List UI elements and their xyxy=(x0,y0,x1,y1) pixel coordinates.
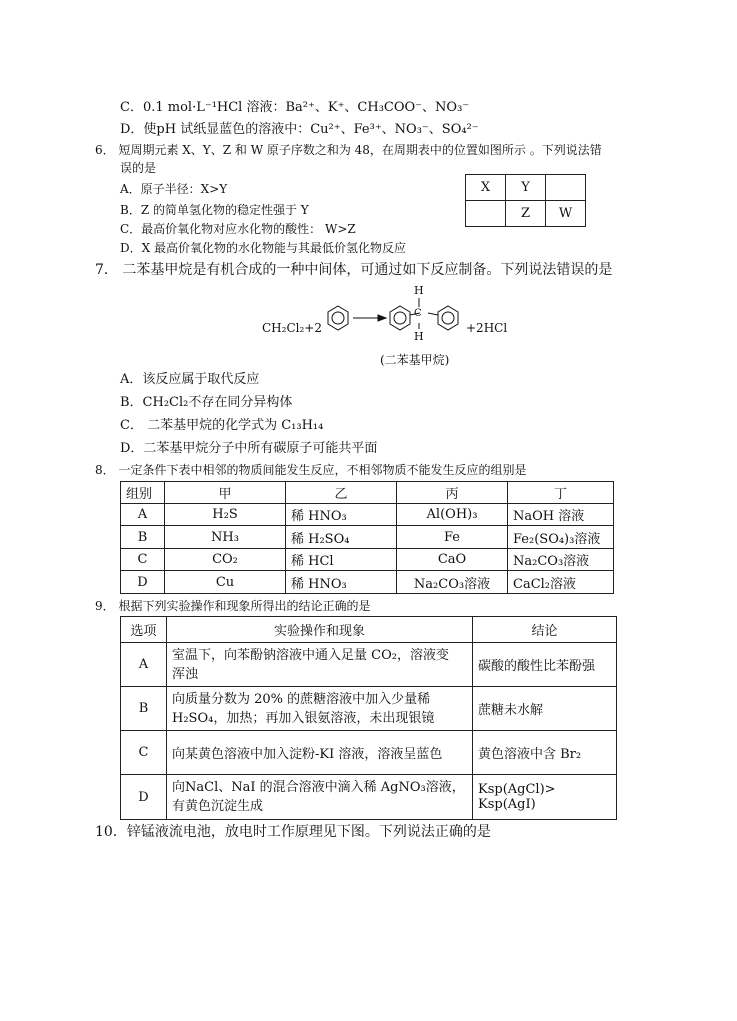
q8-cell: 稀 HNO₃ xyxy=(286,504,397,526)
reaction-h-bot: H xyxy=(414,330,424,343)
q6-stem: 6． 短周期元素 X、Y、Z 和 W 原子序数之和为 48，在周期表中的位置如图所示 。下列说法错 xyxy=(95,143,602,157)
q9-operation-line: H₂SO₄，加热；再加入银氨溶液，未出现银镜 xyxy=(172,710,435,726)
q6-option-c: C．最高价氧化物对应水化物的酸性： W>Z xyxy=(120,222,356,236)
q8-cell: NH₃ xyxy=(165,526,286,549)
q8-cell: Cu xyxy=(165,571,286,594)
pt-cell: W xyxy=(546,201,586,227)
q6-option-a: A．原子半径：X>Y xyxy=(120,182,228,196)
q9-cell-conclusion: 黄色溶液中含 Br₂ xyxy=(473,731,617,775)
q5-option-d: D．使pH 试纸显蓝色的溶液中：Cu²⁺、Fe³⁺、NO₃⁻、SO₄²⁻ xyxy=(120,122,479,137)
q7-option-a: A．该反应属于取代反应 xyxy=(120,372,260,387)
q8-cell: D xyxy=(121,571,165,594)
q8-cell: H₂S xyxy=(165,504,286,526)
q6-option-b: B．Z 的简单氢化物的稳定性强于 Y xyxy=(120,203,309,217)
reaction-h-top: H xyxy=(414,284,424,297)
q9-header-cell: 实验操作和现象 xyxy=(167,617,473,643)
q9-operation-line: 向NaCl、NaI 的混合溶液中滴入稀 AgNO₃溶液， xyxy=(172,780,465,795)
q9-cell-option: C xyxy=(121,731,167,775)
q9-cell-option: A xyxy=(121,643,167,687)
q5-option-c: C．0.1 mol·L⁻¹HCl 溶液：Ba²⁺、K⁺、CH₃COO⁻、NO₃⁻ xyxy=(120,100,470,115)
q9-header-cell: 结论 xyxy=(473,617,617,643)
q9-operation-line: 有黄色沉淀生成 xyxy=(172,799,264,814)
benzene-ring-icon xyxy=(390,306,410,330)
pt-cell: Z xyxy=(506,201,546,227)
q9-cell-operation xyxy=(167,687,473,731)
benzene-ring-icon xyxy=(438,306,458,330)
q6-option-d: D．X 最高价氧化物的水化物能与其最低价氢化物反应 xyxy=(120,241,406,255)
q7-option-b: B．CH₂Cl₂不存在同分异构体 xyxy=(120,395,293,410)
benzene-ring-icon xyxy=(328,306,348,330)
q8-cell: Fe xyxy=(397,526,508,549)
q8-table xyxy=(120,481,614,594)
q9-cell-conclusion: 碳酸的酸性比苯酚强 xyxy=(473,643,617,687)
q9-cell-conclusion: 蔗糖未水解 xyxy=(473,687,617,731)
reaction-left: CH₂Cl₂+2 xyxy=(262,321,322,335)
q8-cell: C xyxy=(121,549,165,571)
q8-header-cell: 甲 xyxy=(165,482,286,504)
pt-cell xyxy=(546,175,586,201)
q8-cell: A xyxy=(121,504,165,526)
q8-cell: NaOH 溶液 xyxy=(508,504,614,526)
q8-cell: CO₂ xyxy=(165,549,286,571)
q7-option-d: D．二苯基甲烷分子中所有碳原子可能共平面 xyxy=(120,441,378,456)
reaction-scheme-graphic xyxy=(320,295,470,345)
q8-cell: B xyxy=(121,526,165,549)
q8-cell: Na₂CO₃溶液 xyxy=(397,571,508,594)
q8-cell: 稀 H₂SO₄ xyxy=(286,526,397,549)
reaction-caption: (二苯基甲烷) xyxy=(380,353,450,367)
q8-cell: Na₂CO₃溶液 xyxy=(508,549,614,571)
reaction-right: +2HCl xyxy=(466,321,508,335)
q9-table xyxy=(120,616,617,820)
q8-header-cell: 丙 xyxy=(397,482,508,504)
pt-cell: Y xyxy=(506,175,546,201)
q9-cell-operation xyxy=(167,775,473,820)
q8-cell: 稀 HNO₃ xyxy=(286,571,397,594)
q8-header-cell: 乙 xyxy=(286,482,397,504)
q9-header-cell: 选项 xyxy=(121,617,167,643)
q8-cell: Al(OH)₃ xyxy=(397,504,508,526)
pt-cell: X xyxy=(466,175,506,201)
q9-stem: 9． 根据下列实验操作和现象所得出的结论正确的是 xyxy=(95,599,371,613)
q7-stem: 7． 二苯基甲烷是有机合成的一种中间体，可通过如下反应制备。下列说法错误的是 xyxy=(95,262,613,278)
q7-option-c: C． 二苯基甲烷的化学式为 C₁₃H₁₄ xyxy=(120,418,324,433)
q8-cell: CaCl₂溶液 xyxy=(508,571,614,594)
q9-cell-operation xyxy=(167,643,473,687)
q8-header-cell: 丁 xyxy=(508,482,614,504)
q10-stem: 10．锌锰液流电池，放电时工作原理见下图。下列说法正确的是 xyxy=(95,824,491,840)
q8-cell: CaO xyxy=(397,549,508,571)
q9-cell-conclusion: Ksp(AgCl)> Ksp(AgI) xyxy=(473,775,617,820)
q9-cell-option: D xyxy=(121,775,167,820)
reaction-c: C xyxy=(414,308,422,319)
pt-cell xyxy=(466,201,506,227)
periodic-table-fragment xyxy=(465,174,586,227)
q6-stem-cont: 误的是 xyxy=(120,161,157,175)
q8-stem: 8． 一定条件下表中相邻的物质间能发生反应，不相邻物质不能发生反应的组别是 xyxy=(95,463,527,477)
q9-cell-operation: 向某黄色溶液中加入淀粉-KI 溶液，溶液呈蓝色 xyxy=(167,731,473,775)
q9-cell-option: B xyxy=(121,687,167,731)
q8-cell: Fe₂(SO₄)₃溶液 xyxy=(508,526,614,549)
q9-operation-line: 向质量分数为 20% 的蔗糖溶液中加入少量稀 xyxy=(172,691,431,707)
q8-header-cell: 组别 xyxy=(121,482,165,504)
q9-operation-line: 浑浊 xyxy=(172,666,199,682)
q8-cell: 稀 HCl xyxy=(286,549,397,571)
q9-operation-line: 室温下，向苯酚钠溶液中通入足量 CO₂，溶液变 xyxy=(172,647,449,663)
